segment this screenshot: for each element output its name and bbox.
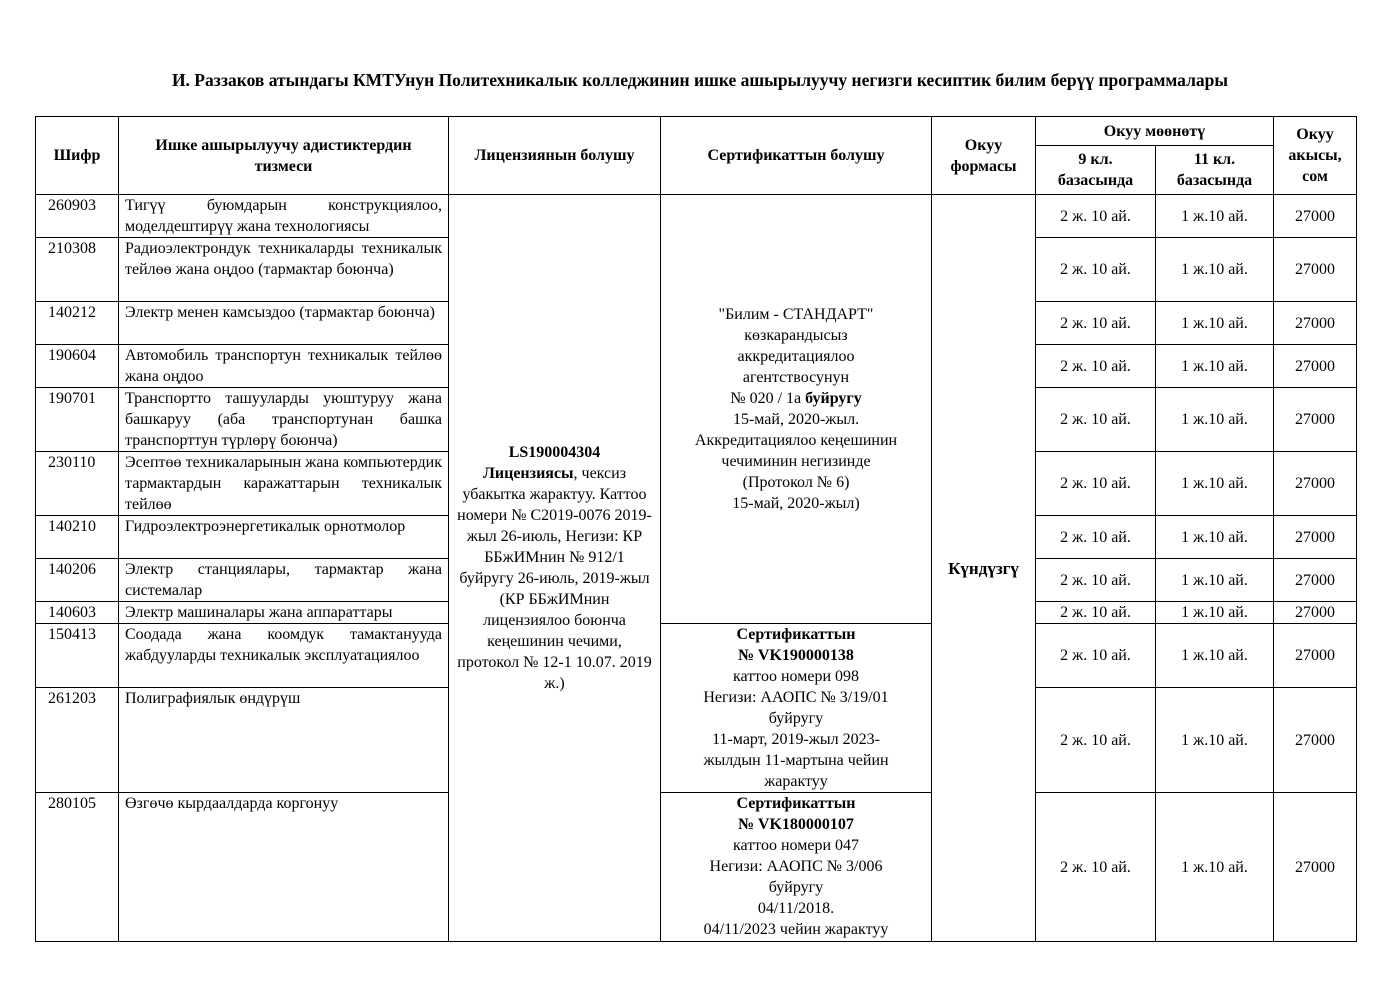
duration-9: 2 ж. 10 ай. (1036, 624, 1156, 688)
duration-11: 1 ж.10 ай. (1156, 516, 1274, 559)
fee: 27000 (1274, 302, 1357, 345)
duration-9: 2 ж. 10 ай. (1036, 793, 1156, 942)
program-code: 210308 (36, 238, 119, 302)
fee: 27000 (1274, 452, 1357, 516)
header-specialty: Ишке ашырылуучу адистиктердин тизмеси (119, 117, 449, 195)
program-name: Электр машиналары жана аппараттары (119, 602, 449, 624)
header-license: Лицензиянын болушу (449, 117, 661, 195)
fee: 27000 (1274, 793, 1357, 942)
header-base-11: 11 кл. базасында (1156, 146, 1274, 195)
program-name: Полиграфиялык өндүрүш (119, 688, 449, 793)
program-code: 261203 (36, 688, 119, 793)
program-name: Гидроэлектроэнергетикалык орнотмолор (119, 516, 449, 559)
program-code: 140212 (36, 302, 119, 345)
table-row (36, 195, 1357, 238)
study-form: Күндүзгү (932, 195, 1036, 942)
fee: 27000 (1274, 559, 1357, 602)
program-code: 140603 (36, 602, 119, 624)
fee: 27000 (1274, 516, 1357, 559)
duration-9: 2 ж. 10 ай. (1036, 195, 1156, 238)
program-code: 140206 (36, 559, 119, 602)
fee: 27000 (1274, 238, 1357, 302)
program-code: 150413 (36, 624, 119, 688)
program-name: Электр менен камсыздоо (тармактар боюнча) (119, 302, 449, 345)
duration-9: 2 ж. 10 ай. (1036, 688, 1156, 793)
certificate-vk190000138: Сертификаттын № VK190000138 каттоо номери 098 Негизи: ААОПС № 3/19/01 буйругу 11-март, 2019-жыл 2023- жылдын 11-мартына чейин жарактуу (661, 624, 932, 793)
duration-11: 1 ж.10 ай. (1156, 302, 1274, 345)
fee: 27000 (1274, 602, 1357, 624)
program-code: 260903 (36, 195, 119, 238)
duration-9: 2 ж. 10 ай. (1036, 452, 1156, 516)
duration-11: 1 ж.10 ай. (1156, 452, 1274, 516)
duration-11: 1 ж.10 ай. (1156, 688, 1274, 793)
duration-11: 1 ж.10 ай. (1156, 388, 1274, 452)
program-name: Автомобиль транспортун техникалык тейлөө жана оңдоо (119, 345, 449, 388)
duration-9: 2 ж. 10 ай. (1036, 602, 1156, 624)
certificate-vk180000107: Сертификаттын № VK180000107 каттоо номери 047 Негизи: ААОПС № 3/006 буйругу 04/11/2018. 04/11/2023 чейин жарактуу (661, 793, 932, 942)
duration-11: 1 ж.10 ай. (1156, 238, 1274, 302)
license-info: LS190004304 Лицензиясы, чексиз убакытка жарактуу. Каттоо номери № С2019-0076 2019-жыл 26-июль, Негизи: КР ББжИМнин № 912/1 буйругу 26-июль, 2019-жыл (КР ББжИМнин лицензиялоо боюнча кеңешинин чечими, протокол № 12-1 10.07. 2019 ж.) (449, 195, 661, 942)
header-fee: Окуу акысы, сом (1274, 117, 1357, 195)
programs-table (35, 116, 1357, 942)
program-name: Өзгөчө кырдаалдарда коргонуу (119, 793, 449, 942)
fee: 27000 (1274, 195, 1357, 238)
duration-11: 1 ж.10 ай. (1156, 345, 1274, 388)
program-name: Эсептөө техникаларынын жана компьютердик тармактардын каражаттарын техникалык тейлөө (119, 452, 449, 516)
program-name: Соодада жана коомдук тамактанууда жабдууларды техникалык эксплуатациялоо (119, 624, 449, 688)
program-code: 280105 (36, 793, 119, 942)
program-name: Тигүү буюмдарын конструкциялоо, моделдештирүү жана технологиясы (119, 195, 449, 238)
duration-11: 1 ж.10 ай. (1156, 624, 1274, 688)
duration-11: 1 ж.10 ай. (1156, 195, 1274, 238)
document-title: И. Раззаков атындагы КМТУнун Политехникалык колледжинин ишке ашырылуучу негизги кесиптик билим берүү программалары (171, 70, 1229, 90)
header-code: Шифр (36, 117, 119, 195)
program-code: 230110 (36, 452, 119, 516)
fee: 27000 (1274, 624, 1357, 688)
program-code: 140210 (36, 516, 119, 559)
header-duration: Окуу мөөнөтү (1036, 117, 1274, 146)
header-base-9: 9 кл. базасында (1036, 146, 1156, 195)
program-code: 190701 (36, 388, 119, 452)
duration-9: 2 ж. 10 ай. (1036, 302, 1156, 345)
fee: 27000 (1274, 688, 1357, 793)
header-study-form: Окуу формасы (932, 117, 1036, 195)
fee: 27000 (1274, 388, 1357, 452)
program-code: 190604 (36, 345, 119, 388)
duration-9: 2 ж. 10 ай. (1036, 516, 1156, 559)
table-row (36, 793, 1357, 942)
table-row (36, 624, 1357, 688)
fee: 27000 (1274, 345, 1357, 388)
program-name: Электр станциялары, тармактар жана системалар (119, 559, 449, 602)
header-certificate: Сертификаттын болушу (661, 117, 932, 195)
duration-9: 2 ж. 10 ай. (1036, 388, 1156, 452)
duration-11: 1 ж.10 ай. (1156, 602, 1274, 624)
program-name: Радиоэлектрондук техникаларды техникалык тейлөө жана оңдоо (тармактар боюнча) (119, 238, 449, 302)
duration-9: 2 ж. 10 ай. (1036, 345, 1156, 388)
duration-11: 1 ж.10 ай. (1156, 559, 1274, 602)
certificate-accreditation: "Билим - СТАНДАРТ" көзкарандысыз аккредитациялоо агентствосунун № 020 / 1а буйругу 15-май, 2020-жыл. Аккредитациялоо кеңешинин чечиминин негизинде (Протокол № 6) 15-май, 2020-жыл) (661, 195, 932, 624)
duration-9: 2 ж. 10 ай. (1036, 559, 1156, 602)
program-name: Транспортто ташууларды уюштуруу жана башкаруу (аба транспортунан башка транспорттун түрлөрү боюнча) (119, 388, 449, 452)
duration-11: 1 ж.10 ай. (1156, 793, 1274, 942)
duration-9: 2 ж. 10 ай. (1036, 238, 1156, 302)
